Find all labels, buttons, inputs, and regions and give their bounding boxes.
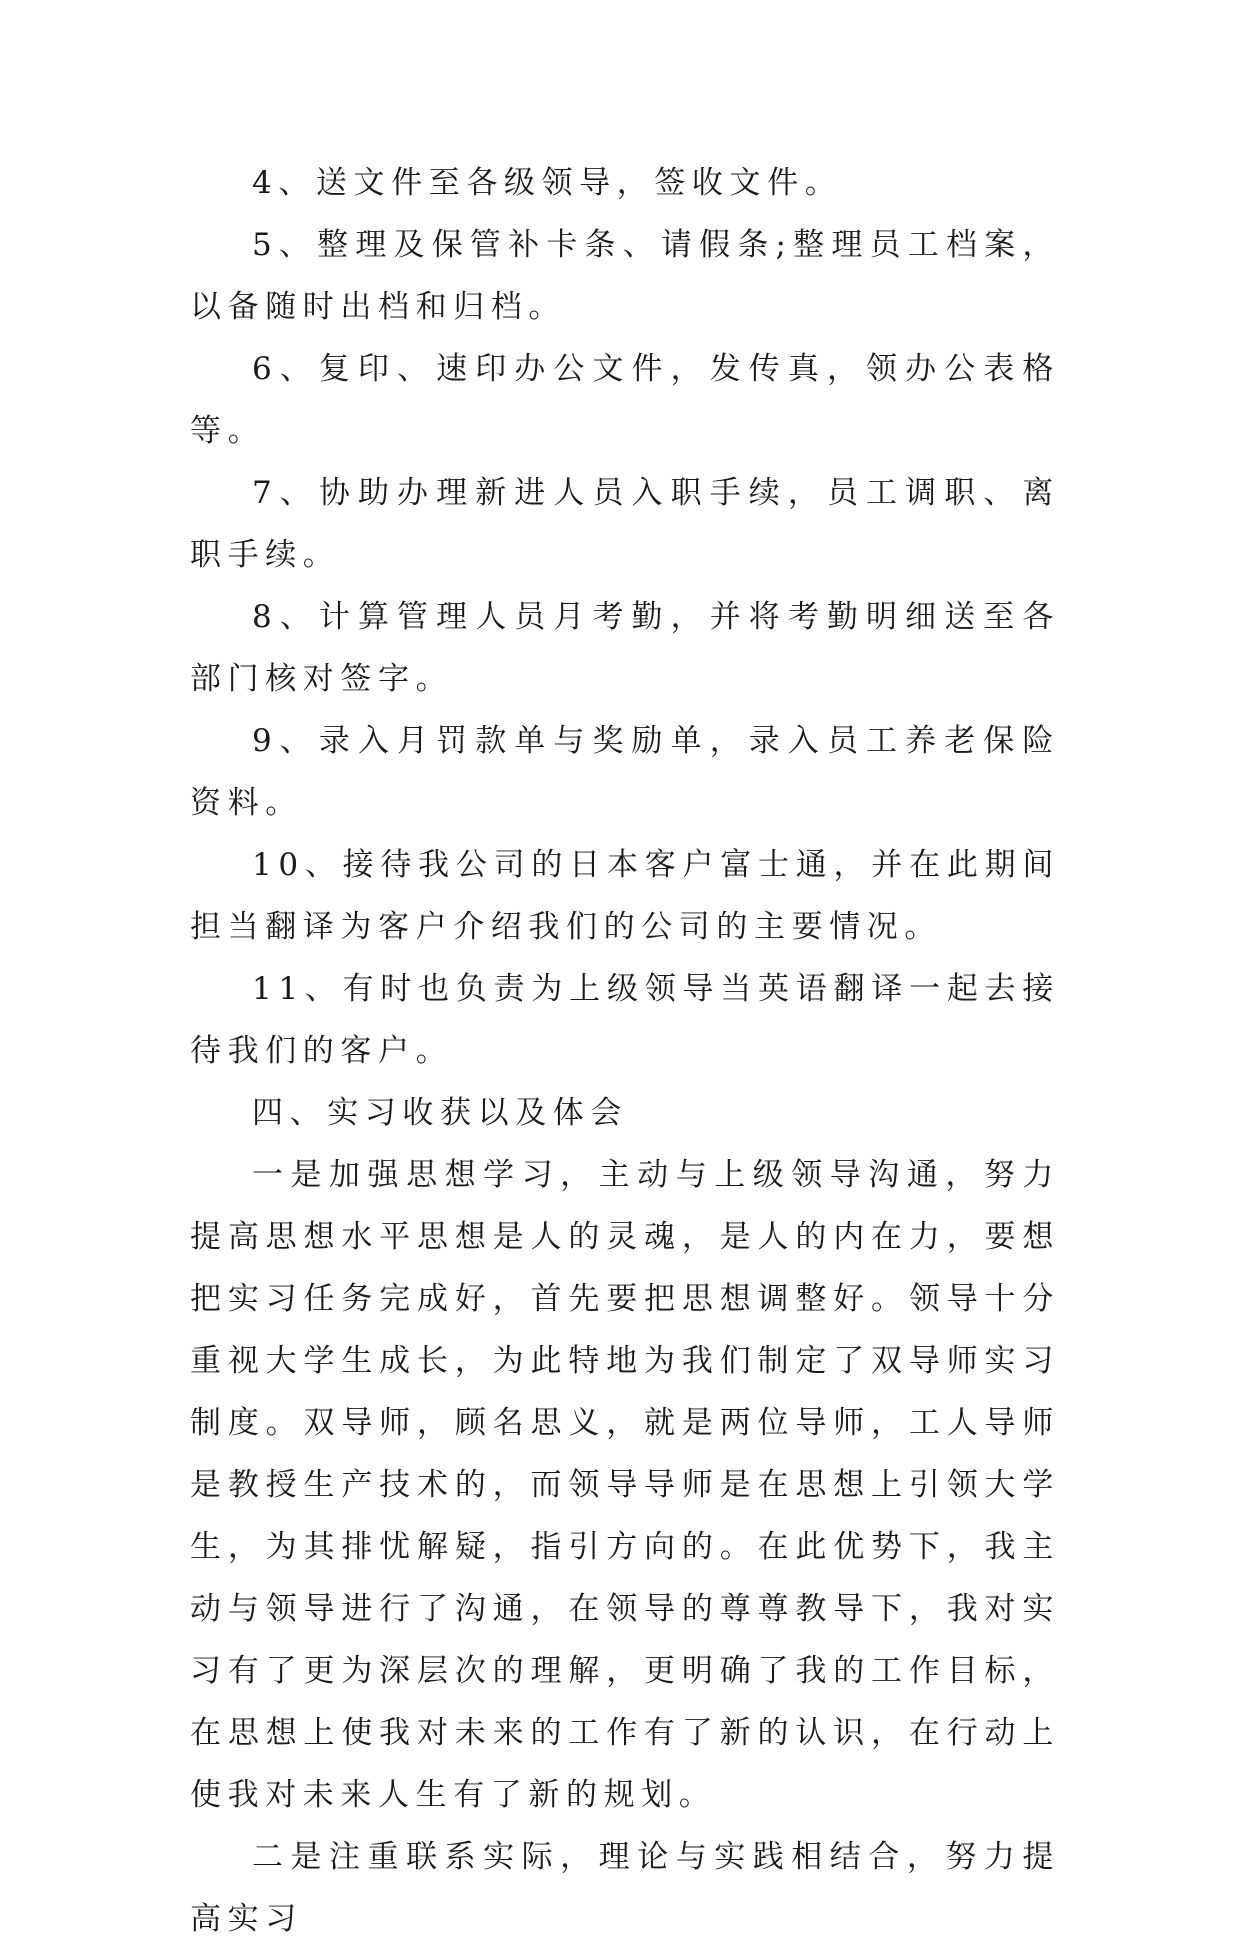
list-item-5: 5、整理及保管补卡条、请假条;整理员工档案，以备随时出档和归档。 bbox=[190, 227, 1060, 325]
list-item-7: 7、协助办理新进人员入职手续，员工调职、离职手续。 bbox=[190, 475, 1060, 573]
list-item-8: 8、计算管理人员月考勤，并将考勤明细送至各部门核对签字。 bbox=[190, 599, 1060, 697]
list-item-9: 9、录入月罚款单与奖励单，录入员工养老保险资料。 bbox=[190, 723, 1060, 821]
list-item-11: 11、有时也负责为上级领导当英语翻译一起去接待我们的客户。 bbox=[190, 971, 1060, 1069]
section-heading: 四、实习收获以及体会 bbox=[252, 1095, 628, 1131]
list-item-4: 4、送文件至各级领导，签收文件。 bbox=[252, 165, 843, 201]
list-item-10: 10、接待我公司的日本客户富士通，并在此期间担当翻译为客户介绍我们的公司的主要情况。 bbox=[190, 847, 1060, 945]
paragraph-practice: 二是注重联系实际，理论与实践相结合，努力提高实习 bbox=[190, 1839, 1060, 1937]
list-item-6: 6、复印、速印办公文件，发传真，领办公表格等。 bbox=[190, 351, 1060, 449]
paragraph-thought-learning: 一是加强思想学习，主动与上级领导沟通，努力提高思想水平思想是人的灵魂，是人的内在力，要想把实习任务完成好，首先要把思想调整好。领导十分重视大学生成长，为此特地为我们制定了双导师实习制度。双导师，顾名思义，就是两位导师，工人导师是教授生产技术的，而领导导师是在思想上引领大学生，为其排忧解疑，指引方向的。在此优势下，我主动与领导进行了沟通，在领导的尊尊教导下，我对实习有了更为深层次的理解，更明确了我的工作目标，在思想上使我对未来的工作有了新的认识，在行动上使我对未来人生有了新的规划。 bbox=[190, 1157, 1060, 1813]
document-body bbox=[190, 152, 1060, 1950]
